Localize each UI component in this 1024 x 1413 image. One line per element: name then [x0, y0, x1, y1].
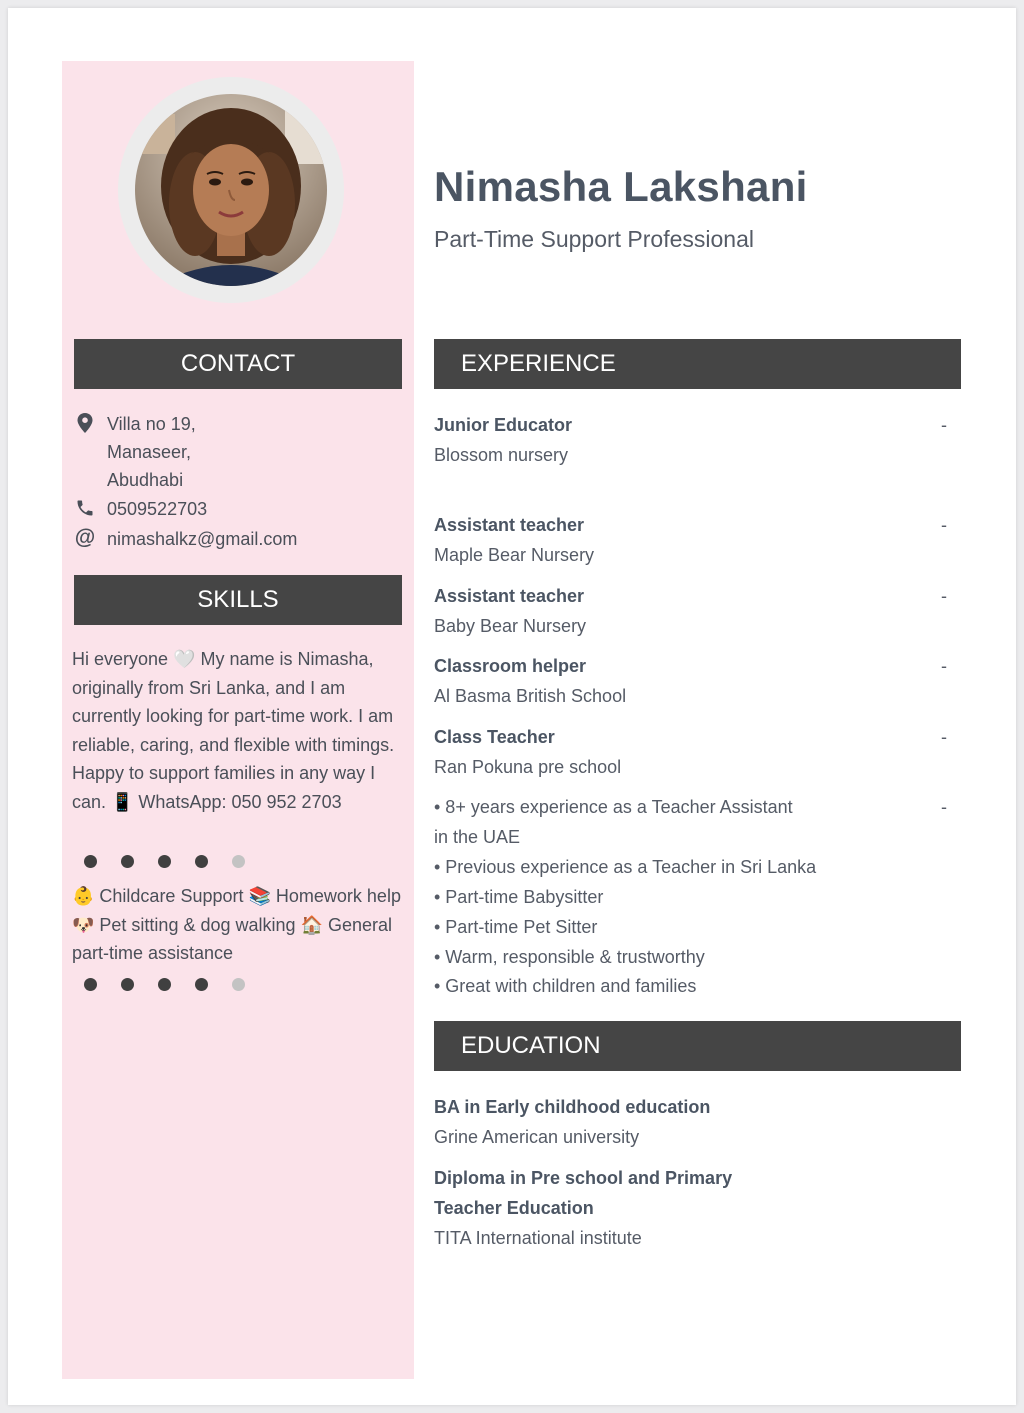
- experience-item: [434, 510, 961, 570]
- profile-role: Part-Time Support Professional: [434, 226, 755, 252]
- institution: TITA International institute: [434, 1228, 642, 1248]
- level-dot: [195, 978, 208, 991]
- highlight-item: • Previous experience as a Teacher in Sri Lanka: [434, 856, 817, 877]
- highlights-dates: -: [941, 797, 947, 817]
- job-title: Classroom helper: [434, 656, 587, 676]
- experience-item: [434, 651, 961, 711]
- job-organization: Baby Bear Nursery: [434, 616, 587, 636]
- education-item: [434, 1163, 774, 1253]
- education-item: [434, 1092, 961, 1152]
- level-dot: [121, 978, 134, 991]
- avatar-portrait-image: [135, 94, 327, 286]
- level-dot: [121, 855, 134, 868]
- services-text: 👶 Childcare Support 📚 Homework help 🐶 Pet sitting & dog walking 🏠 General part-time assistance: [72, 886, 401, 964]
- institution: Grine American university: [434, 1127, 640, 1147]
- section-experience-header: EXPERIENCE: [434, 339, 961, 389]
- address-line-3: Abudhabi: [107, 470, 184, 490]
- experience-item: [434, 410, 961, 470]
- level-dot: [84, 978, 97, 991]
- job-dates: -: [941, 656, 947, 676]
- phone-icon: [74, 497, 96, 519]
- highlight-item: • Part-time Pet Sitter: [434, 916, 598, 937]
- about-text-block: [72, 645, 402, 817]
- job-title: Assistant teacher: [434, 515, 585, 535]
- level-dot: [232, 855, 245, 868]
- location-pin-icon: [74, 412, 96, 434]
- job-dates: -: [941, 727, 947, 747]
- profile-name: Nimasha Lakshani: [434, 163, 808, 210]
- job-dates: -: [941, 586, 947, 606]
- avatar: [135, 94, 327, 286]
- experience-item: [434, 581, 961, 641]
- highlight-item: • 8+ years experience as a Teacher Assistant: [434, 797, 793, 817]
- level-dot: [195, 855, 208, 868]
- job-organization: Al Basma British School: [434, 686, 627, 706]
- job-organization: Ran Pokuna pre school: [434, 757, 622, 777]
- level-dot: [232, 978, 245, 991]
- job-title: Class Teacher: [434, 727, 555, 747]
- services-text-block: [72, 882, 402, 968]
- highlight-item: • Great with children and families: [434, 976, 697, 997]
- level-dot: [158, 978, 171, 991]
- highlight-item: in the UAE: [434, 826, 521, 847]
- job-dates: -: [941, 515, 947, 535]
- degree-title: Diploma in Pre school and Primary Teacher Education: [434, 1168, 733, 1218]
- highlight-item: • Part-time Babysitter: [434, 886, 604, 907]
- address-line-2: Manaseer,: [107, 442, 192, 462]
- highlight-item: • Warm, responsible & trustworthy: [434, 946, 705, 967]
- address-line-1: Villa no 19,: [107, 414, 196, 434]
- experience-item: [434, 722, 961, 782]
- about-text: Hi everyone 🤍 My name is Nimasha, originally from Sri Lanka, and I am currently looking for part-time work. I am reliable, caring, and flexible with timings. Happy to support families in any way I can. 📱 WhatsApp: 050 952 2703: [72, 649, 395, 812]
- section-education-header: EDUCATION: [434, 1021, 961, 1071]
- job-dates: -: [941, 415, 947, 435]
- level-dot: [84, 855, 97, 868]
- job-title: Assistant teacher: [434, 586, 585, 606]
- at-sign-icon: @: [74, 526, 96, 549]
- degree-title: BA in Early childhood education: [434, 1097, 711, 1117]
- phone-number: 0509522703: [107, 499, 208, 519]
- about-level-dots: [84, 855, 254, 869]
- section-contact-header: CONTACT: [74, 339, 402, 389]
- email-address: nimashalkz@gmail.com: [107, 529, 298, 549]
- job-title: Junior Educator: [434, 415, 573, 435]
- experience-highlights: [434, 793, 961, 1002]
- section-skills-header: SKILLS: [74, 575, 402, 625]
- job-organization: Blossom nursery: [434, 445, 569, 465]
- level-dot: [158, 855, 171, 868]
- job-organization: Maple Bear Nursery: [434, 545, 595, 565]
- services-level-dots: [84, 978, 254, 992]
